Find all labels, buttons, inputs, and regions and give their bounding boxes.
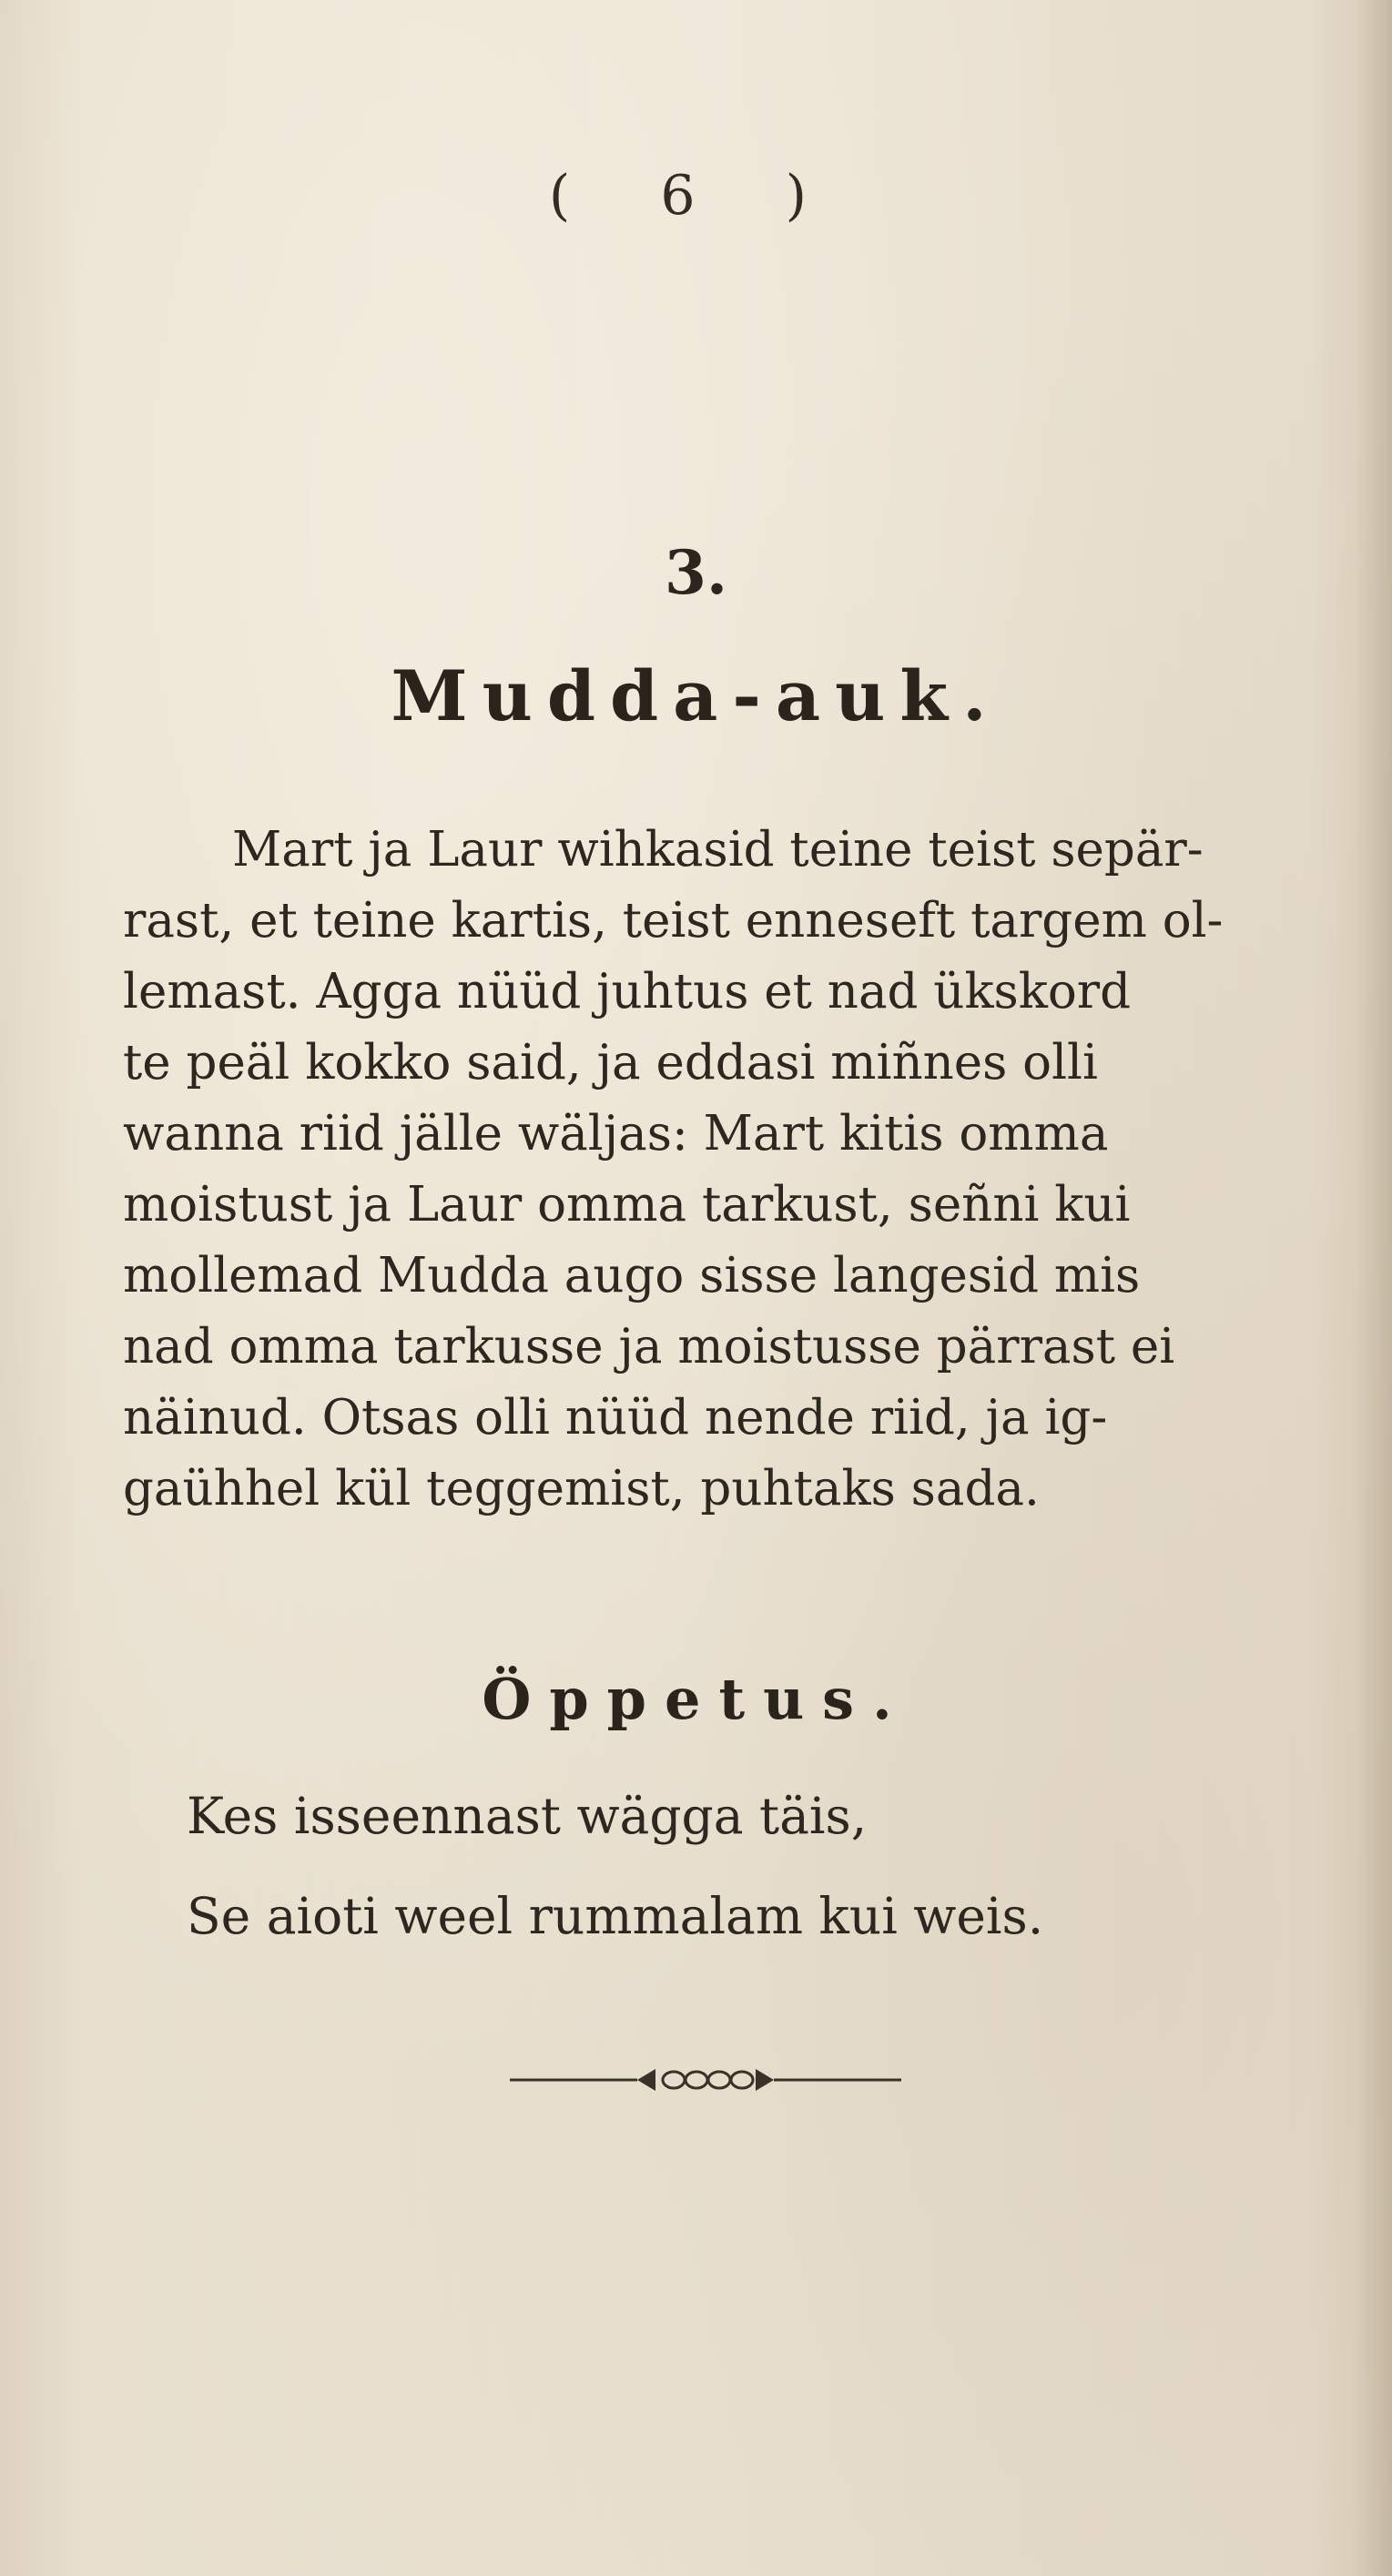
ornament-divider <box>510 2053 901 2107</box>
fable-body <box>123 815 1293 1525</box>
body-line: wanna riid jälle wäljas: Mart kitis omma <box>123 1106 1109 1161</box>
body-line: rast, et teine kartis, teist enneseft targem ol- <box>123 893 1224 948</box>
fable-title: Mudda-auk. <box>391 655 1001 736</box>
body-line: moistust ja Laur omma tarkust, señni kui <box>123 1177 1131 1232</box>
body-line: gaühhel kül teggemist, puhtaks sada. <box>123 1461 1040 1516</box>
section-number: 3. <box>665 537 727 608</box>
page-edge-shadow <box>1356 0 1392 2576</box>
moral-line: Kes isseennast wägga täis, <box>187 1787 868 1845</box>
body-line: lemast. Agga nüüd juhtus et nad ükskord <box>123 964 1132 1019</box>
body-line: Mart ja Laur wihkasid teine teist sepär- <box>232 822 1204 877</box>
moral-line: Se aioti weel rummalam kui weis. <box>187 1887 1044 1945</box>
body-line: nad omma tarkusse ja moistusse pärrast ei <box>123 1319 1175 1374</box>
body-line: mollemad Mudda augo sisse langesid mis <box>123 1248 1141 1303</box>
body-line: te peäl kokko said, ja eddasi miñnes olli <box>123 1035 1098 1090</box>
moral-heading: Öppetus. <box>482 1666 910 1732</box>
page-number: ( 6 ) <box>548 164 844 228</box>
moral-verse <box>187 1766 1279 1966</box>
body-line: näinud. Otsas olli nüüd nende riid, ja ig- <box>123 1390 1108 1445</box>
